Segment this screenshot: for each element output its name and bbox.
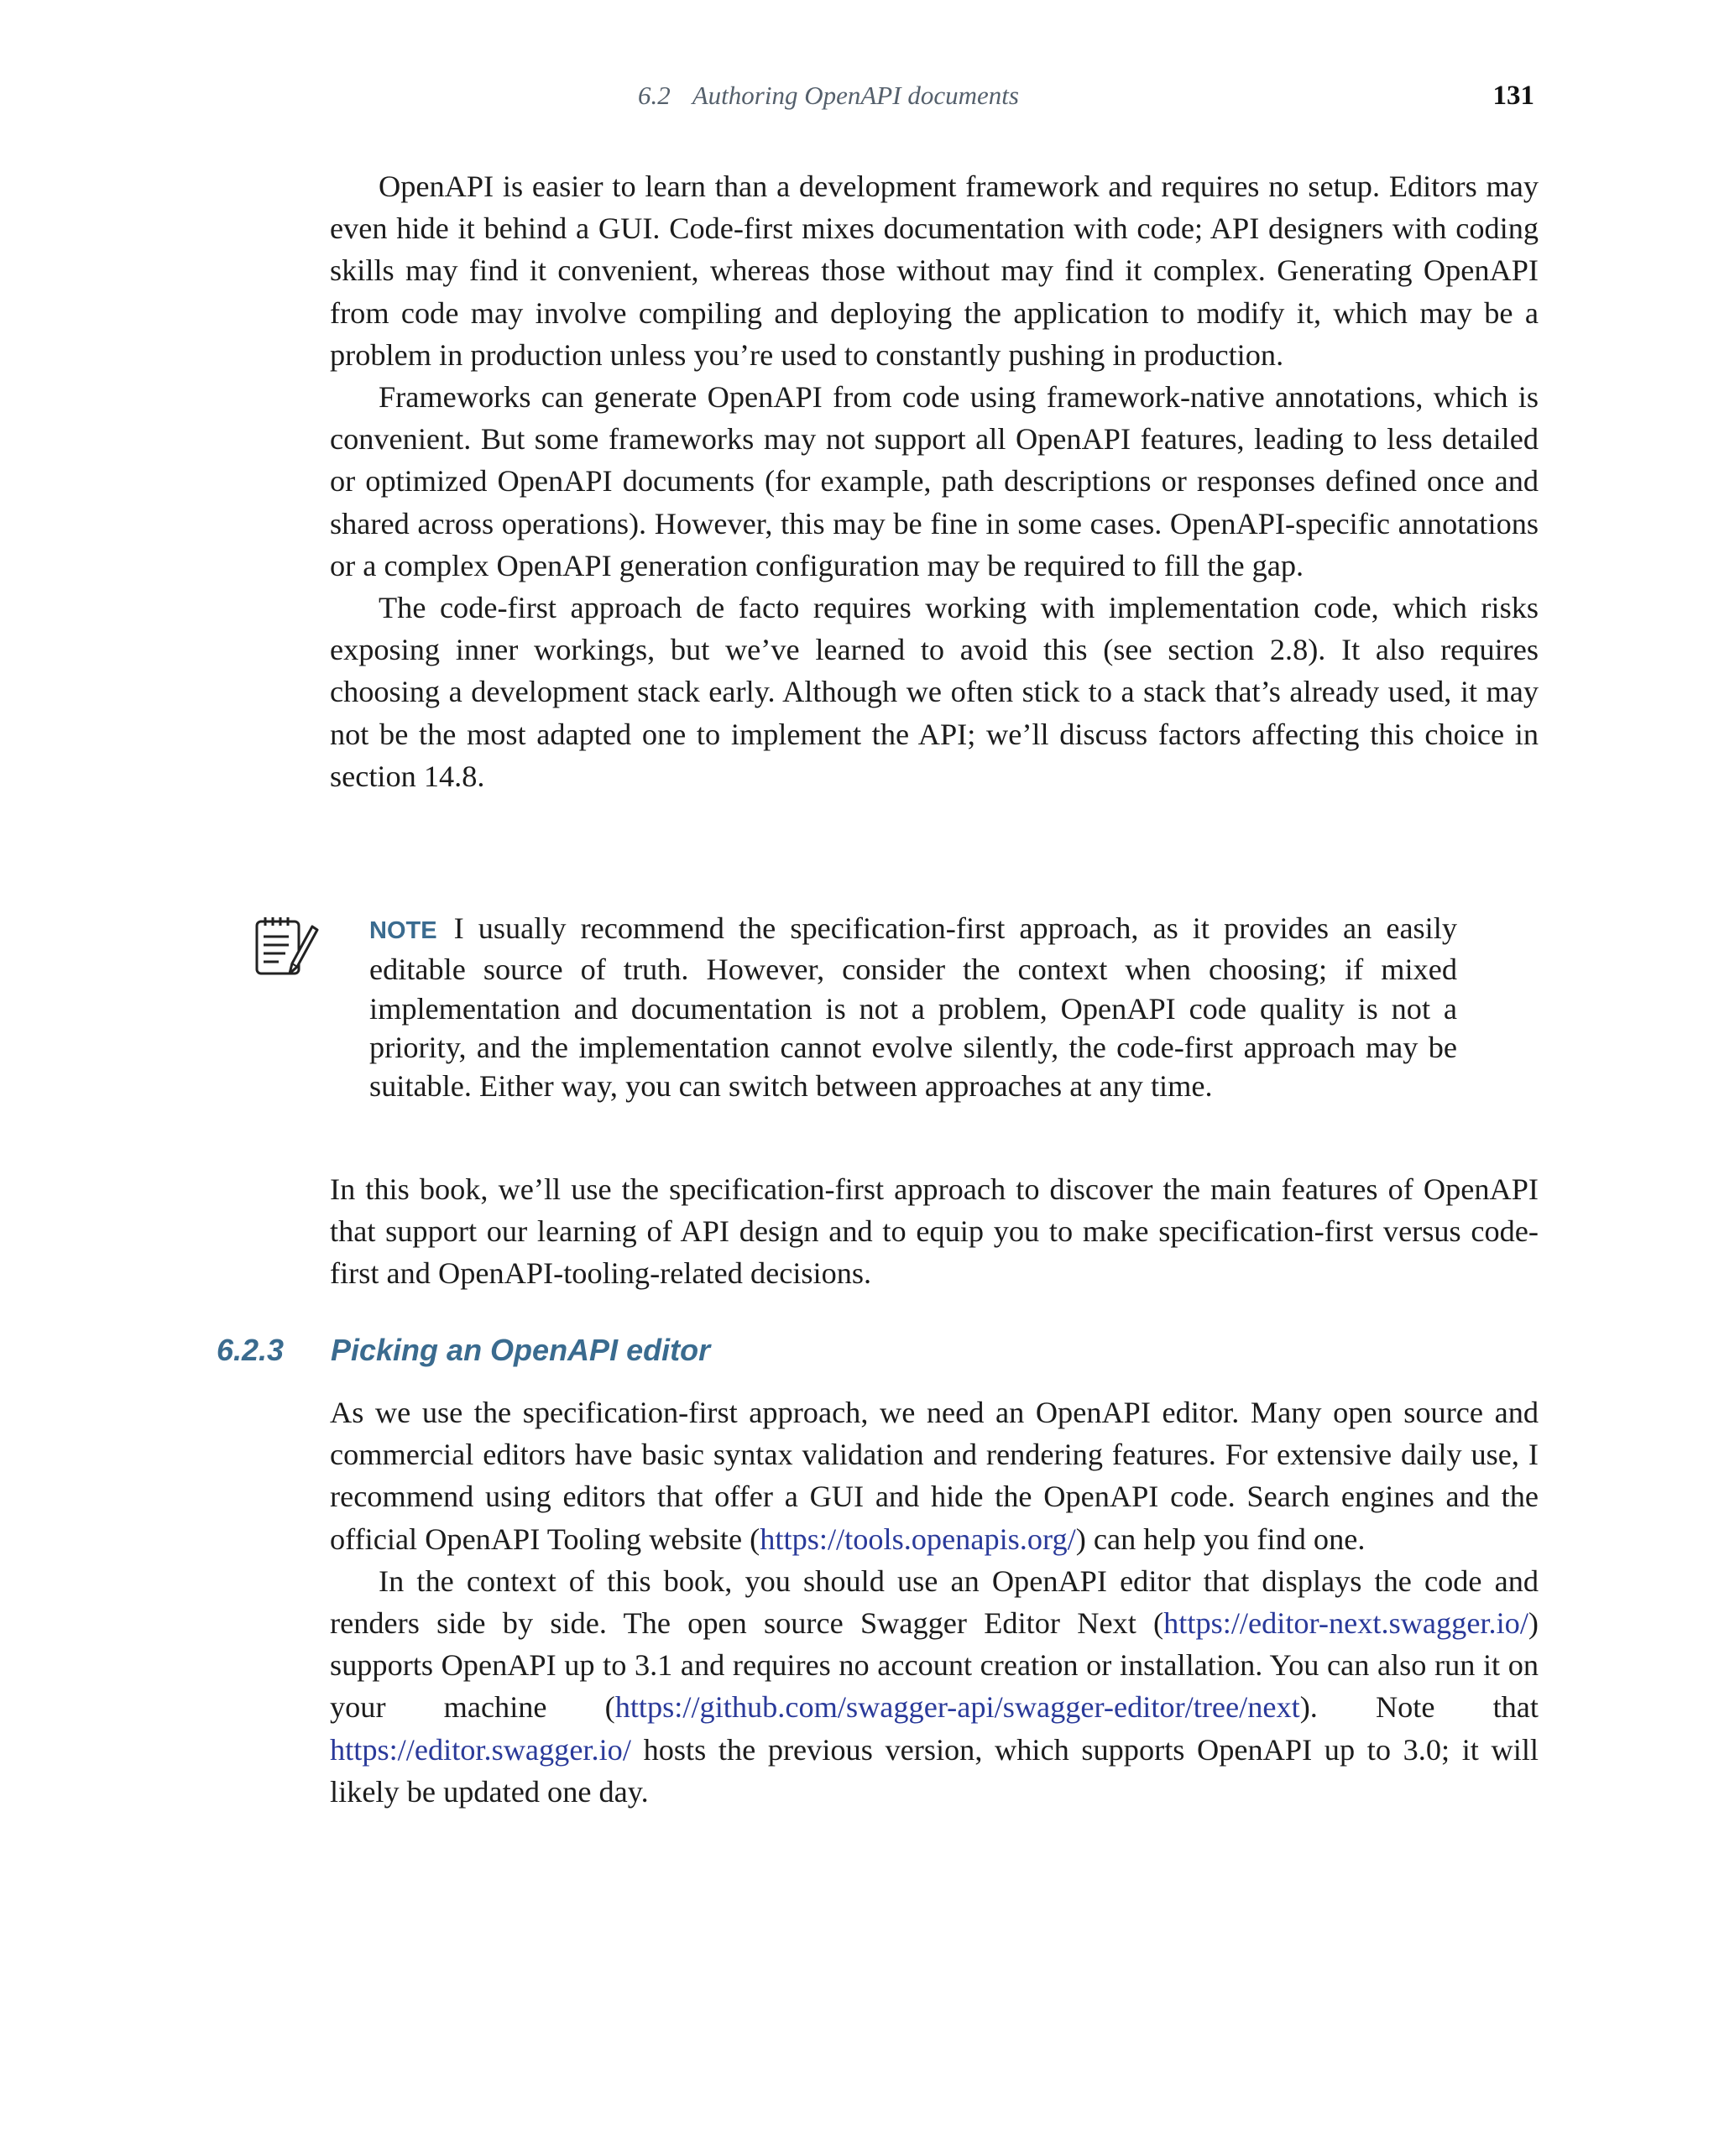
body-text-top [330,165,1539,797]
paragraph-text: ) supports OpenAPI up to 3.1 and requires no account creation or installation. You can also run it on your machine ( [330,1606,1539,1725]
paragraph-text: ) can help you find one. [1075,1522,1366,1556]
link-openapi-tooling[interactable]: https://​tools.openapis.org/ [760,1522,1076,1556]
section-number: 6.2 [638,81,671,110]
link-github-swagger-editor[interactable]: https://github.com/swagger-api/​swagger-editor/tree/next [614,1690,1300,1725]
paragraph-text: In the context of this book, you should use an OpenAPI editor that displays the code and renders side by side. The open source Swagger Editor Next ( [330,1563,1539,1641]
note-label: NOTE [369,917,437,944]
section-heading [0,1333,1719,1375]
note-icon [253,915,322,979]
paragraph: In this book, we’ll use the specification-first approach to discover the main features of OpenAPI that support our learning of API design and to equip you to make specification-first versus code-first and OpenAPI-tooling-related decisions. [330,1172,1539,1291]
body-text-middle [330,1168,1539,1295]
section-heading-title: Picking an OpenAPI editor [331,1333,711,1367]
link-swagger-editor[interactable]: https://editor.swagger.io/ [330,1732,631,1767]
body-text-bottom [330,1391,1539,1813]
link-swagger-editor-next[interactable]: https://editor​-next.swagger.io/ [1163,1606,1528,1641]
section-heading-number: 6.2.3 [217,1333,285,1367]
paragraph-text: hosts the previous version, which supports OpenAPI up to 3.0; it will likely be updated one day. [330,1732,1539,1809]
note-text: I usually recommend the specification-first approach, as it provides an easily editable source of truth. However, consider the context when choosing; if mixed implementation and documentation is not a problem, OpenAPI code quality is not a priority, and the implementation cannot evolve silently, the code-first approach may be suitable. Either way, you can switch between approaches at any time. [369,911,1457,1104]
paragraph-text: ). Note that [1299,1690,1539,1725]
paragraph: OpenAPI is easier to learn than a development framework and requires no setup. Editors may even hide it behind a GUI. Code-first mixes documentation with code; API designers with coding skills may find it convenient, whereas those without may find it complex. Generating OpenAPI from code may involve compiling and deploying the application to modify it, which may be a problem in production unless you’re used to constantly pushing in production. [330,170,1539,372]
paragraph [330,1560,1539,1813]
note-callout [369,909,1457,1105]
note-paragraph [369,909,1457,1105]
running-head [638,81,1019,111]
paragraph: Frameworks can generate OpenAPI from code using framework-native annotations, which is convenient. But some frameworks may not support all OpenAPI features, leading to less detailed or optimized OpenAPI documents (for example, path descriptions or responses defined once and shared across operations). However, this may be fine in some cases. OpenAPI-specific annotations or a complex OpenAPI generation configuration may be required to fill the gap. [330,380,1539,582]
section-title: Authoring OpenAPI documents [692,81,1019,110]
paragraph [330,1391,1539,1560]
page-number: 131 [1492,81,1534,111]
paragraph-text: As we use the specification-first approach, we need an OpenAPI editor. Many open source and commercial editors have basic syntax validation and rendering features. For extensive daily use, I recommend using editors that offer a GUI and hide the OpenAPI code. Search engines and the official OpenAPI Tooling website ( [330,1396,1539,1556]
paragraph: The code-first approach de facto requires working with implementation code, which risks exposing inner workings, but we’ve learned to avoid this (see section 2.8). It also requires choosing a development stack early. Although we often stick to a stack that’s already used, it may not be the most adapted one to implement the API; we’ll discuss factors affecting this choice in section 14.8. [330,591,1539,793]
page-header [0,81,1719,117]
